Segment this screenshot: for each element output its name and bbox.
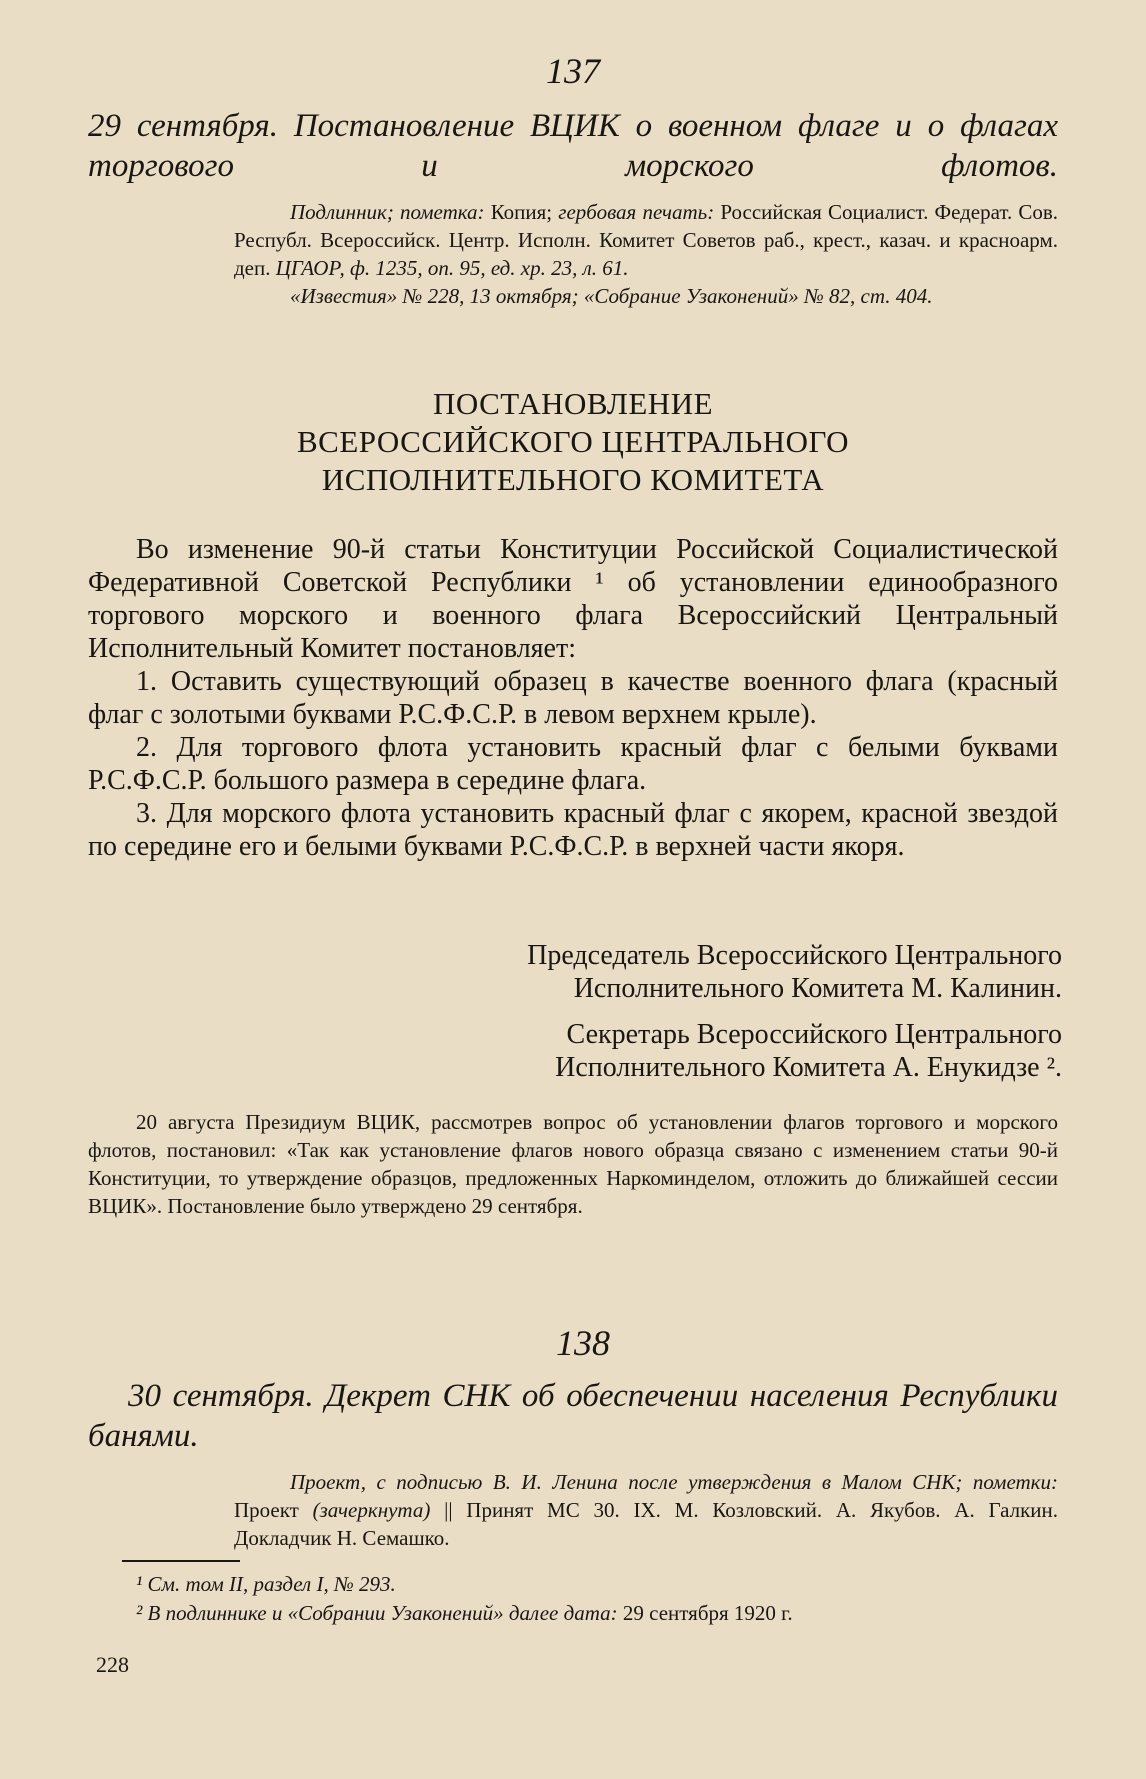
signature-secretary [300,1018,1062,1084]
page-number: 228 [96,1652,129,1677]
heading-line-3: ИСПОЛНИТЕЛЬНОГО КОМИТЕТА [321,462,825,497]
source-block-138 [234,1468,1058,1552]
chairman-line-1: Председатель Всероссийского Центрального [527,940,1062,971]
source-label-1: Подлинник; пометка: [290,200,485,224]
item-1: 1. Оставить существующий образец в качестве военного флага (красный флаг с золотыми буквами Р.С.Ф.С.Р. в левом верхнем крыле). [88,666,1058,730]
resolution-body [88,533,1058,863]
source-label-138-b: (зачеркнута) [312,1498,431,1522]
document-number-137: 137 [546,51,600,91]
source-text-138-b: || Принят МС 30. IX. М. Козловский. А. Якубов. А. Галкин. Докладчик Н. Семашко. [234,1498,1059,1550]
document-number-138: 138 [556,1323,610,1363]
footnote-2-date: 29 сентября 1920 г. [622,1601,793,1625]
chairman-line-2: Исполнительного Комитета М. Калинин. [573,973,1062,1004]
footnote-2-label: ² В подлиннике и «Собрании Узаконений» далее дата: [136,1601,618,1625]
editorial-note [88,1108,1058,1220]
title-text-138: 30 сентября. Декрет СНК об обеспечении населения Республики банями. [88,1378,1058,1454]
footnote-1: ¹ См. том II, раздел I, № 293. [136,1572,396,1596]
heading-line-2: ВСЕРОССИЙСКОГО ЦЕНТРАЛЬНОГО [296,424,849,459]
title-text: 29 сентября. Постановление ВЦИК о военном флаге и о флагах торгового и морского флотов. [88,108,1058,184]
intro-paragraph: Во изменение 90-й статьи Конституции Российской Социалистической Федеративной Советской Республики ¹ об установлении единообразного торгового морского и военного флага Всероссийский Центральный Исполнительный Комитет постановляет: [88,534,1058,664]
secretary-line-1: Секретарь Всероссийского Центрального [566,1019,1062,1050]
heading-line-1: ПОСТАНОВЛЕНИЕ [432,386,714,421]
document-title-137 [88,106,1058,186]
source-label-2: гербовая печать: [558,200,715,224]
footnote-divider [122,1560,240,1562]
resolution-heading [140,385,1006,499]
source-text-138-a: Проект [234,1498,299,1522]
note-text: 20 августа Президиум ВЦИК, рассмотрев вопрос об установлении флагов торгового и морского флотов, постановил: «Так как установление флагов нового образца связано с изменением статьи 90-й Конституции, то утверждение образцов, предложенных Наркоминделом, отложить до ближайшей сессии ВЦИК». Постановление было утверждено 29 сентября. [88,1110,1058,1218]
source-block-137 [234,198,1058,310]
document-title-138 [88,1376,1058,1456]
item-2: 2. Для торгового флота установить красный флаг с белыми буквами Р.С.Ф.С.Р. большого размера в середине флага. [88,732,1058,796]
item-3: 3. Для морского флота установить красный флаг с якорем, красной звездой по середине его и белыми буквами Р.С.Ф.С.Р. в верхней части якоря. [88,798,1058,862]
source-text-2: Российская Социалист. Федерат. Сов. Республ. Всероссийск. Центр. Исполн. Комитет Советов раб., крест., казач. и красноарм. деп. [234,200,1059,280]
source-text-1: Копия; [490,200,553,224]
footnotes [136,1570,1066,1628]
source-publication: «Известия» № 228, 13 октября; «Собрание Узаконений» № 82, ст. 404. [290,284,933,308]
source-archive: ЦГАОР, ф. 1235, оп. 95, ед. хр. 23, л. 61. [275,256,629,280]
secretary-line-2: Исполнительного Комитета А. Енукидзе ². [555,1052,1062,1083]
signature-chairman [300,939,1062,1005]
source-label-138: Проект, с подписью В. И. Ленина после утверждения в Малом СНК; пометки: [290,1470,1058,1494]
